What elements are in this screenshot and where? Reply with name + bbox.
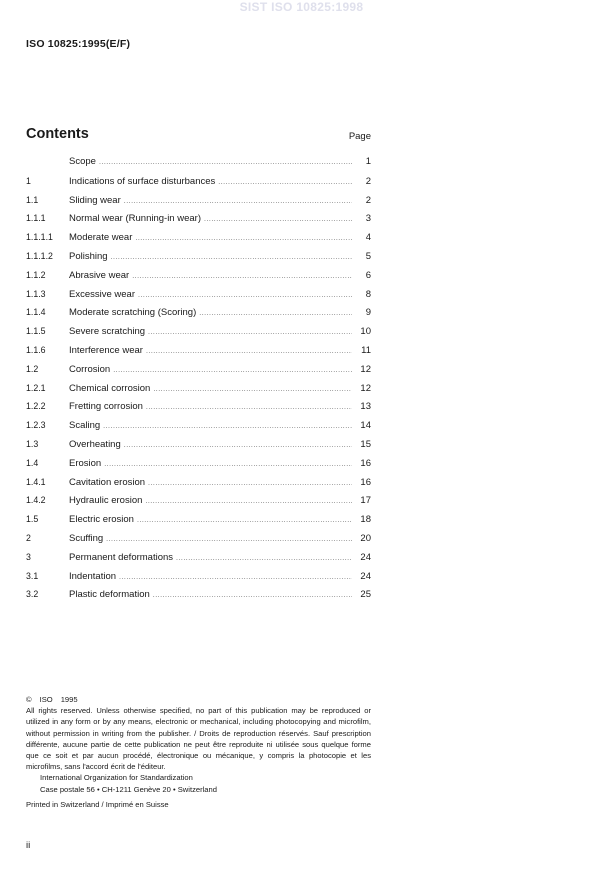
toc-entry[interactable] [26,416,371,435]
toc-entry[interactable] [26,548,371,567]
toc-entry-title: Sliding wear [69,194,121,206]
toc-dot-leader [153,587,352,606]
toc-entry-title: Excessive wear [69,288,135,300]
toc-entry-page: 2 [365,194,371,206]
toc-entry[interactable] [26,473,371,492]
toc-entry[interactable] [26,228,371,247]
toc-entry[interactable] [26,397,371,416]
toc-entry[interactable] [26,567,371,586]
toc-entry-number: 1.2 [26,363,39,374]
toc-entry-page: 9 [365,307,371,319]
toc-entry-page: 25 [360,589,371,601]
toc-entry-number: 1.1.5 [26,326,46,337]
toc-dot-leader [99,154,352,173]
toc-dot-leader [199,305,352,324]
toc-entry[interactable] [26,510,371,529]
toc-entry-title: Erosion [69,457,102,469]
toc-entry[interactable] [26,285,371,304]
toc-entry[interactable] [26,435,371,454]
publisher-postal-address: Case postale 56 • CH-1211 Genève 20 • Switzerland [40,784,217,794]
toc-entry-number: 1.1.1.1 [26,232,53,243]
copyright-year: 1995 [60,695,78,704]
toc-entry[interactable] [26,191,371,210]
toc-entry-page: 16 [360,476,371,488]
toc-entry[interactable] [26,172,371,191]
toc-entry-title: Scaling [69,420,101,432]
toc-entry-page: 11 [361,344,371,356]
toc-entry-page: 15 [360,438,371,450]
toc-entry-page: 17 [360,495,371,507]
toc-entry-title: Indications of surface disturbances [69,175,216,187]
printed-in-note: Printed in Switzerland / Imprimé en Suisse [26,799,169,809]
toc-entry-number: 1.4 [26,457,39,468]
toc-dot-leader [135,230,352,249]
toc-dot-leader [111,249,352,268]
toc-entry-title: Indentation [69,570,117,582]
copyright-line [26,694,371,705]
toc-entry[interactable] [26,322,371,341]
toc-entry-page: 16 [360,457,371,469]
toc-entry[interactable] [26,585,371,604]
toc-entry-page: 10 [360,326,371,338]
toc-entry-number: 1.3 [26,438,39,449]
toc-entry-title: Interference wear [69,344,143,356]
toc-entry-number: 3.2 [26,589,39,600]
toc-entry-page: 3 [365,213,371,225]
toc-entry[interactable] [26,247,371,266]
toc-entry[interactable] [26,153,371,172]
toc-entry[interactable] [26,266,371,285]
toc-entry-number: 1.1 [26,194,39,205]
toc-entry-number: 1 [26,175,31,186]
contents-heading: Contents [26,126,89,142]
toc-entry[interactable] [26,341,371,360]
toc-dot-leader [106,531,352,550]
toc-entry-number: 1.2.2 [26,401,46,412]
toc-entry-title: Hydraulic erosion [69,495,143,507]
publisher-address [40,772,371,794]
toc-dot-leader [104,456,352,475]
toc-entry-page: 20 [360,532,371,544]
toc-entry-title: Overheating [69,438,121,450]
toc-entry-page: 18 [360,514,371,526]
toc-dot-leader [218,174,352,193]
publisher-name: International Organization for Standardization [40,773,193,783]
copyright-symbol: © [26,695,32,704]
toc-entry-number: 3 [26,551,31,562]
toc-entry-title: Scuffing [69,532,104,544]
toc-entry-page: 12 [360,363,371,375]
toc-entry-number: 1.1.1 [26,213,46,224]
toc-entry-number: 1.1.2 [26,269,46,280]
toc-dot-leader [124,437,352,456]
toc-entry-number: 3.1 [26,570,39,581]
toc-entry-title: Moderate wear [69,232,133,244]
toc-entry-title: Cavitation erosion [69,476,146,488]
toc-entry[interactable] [26,360,371,379]
toc-entry-page: 14 [360,420,371,432]
page-column-label: Page [348,131,371,142]
toc-dot-leader [148,475,352,494]
toc-entry-page: 24 [360,551,371,563]
copyright-notice: All rights reserved. Unless otherwise specified, no part of this publication may be reproduced or utilized in any form or by any means, electronic or mechanical, including photocopying and microfilm, without permission in writing from the publisher. / Droits de reproduction réservés. Sauf prescription différente, aucune partie de cette publication ne peut être reproduite ni utilisée sous quelque forme que ce soit et par aucun procédé, électronique ou mécanique, y compris la photocopie et les microfilms, sans l'accord écrit de l'éditeur. [26,706,371,772]
toc-dot-leader [138,287,352,306]
toc-dot-leader [153,381,352,400]
toc-entry-number: 1.1.1.2 [26,250,53,261]
toc-entry-title: Abrasive wear [69,269,130,281]
toc-entry-page: 12 [360,382,371,394]
toc-dot-leader [124,193,352,212]
toc-entry-title: Corrosion [69,363,111,375]
toc-entry[interactable] [26,303,371,322]
toc-entry-number: 1.1.6 [26,344,46,355]
toc-entry-number: 1.2.3 [26,420,46,431]
toc-entry-title: Severe scratching [69,326,146,338]
toc-entry[interactable] [26,529,371,548]
toc-entry-title: Scope [69,156,96,167]
toc-dot-leader [113,362,352,381]
toc-dot-leader [146,399,352,418]
toc-entry-title: Plastic deformation [69,589,150,601]
toc-entry-page: 5 [365,250,371,262]
toc-dot-leader [204,211,352,230]
table-of-contents [26,153,371,604]
copyright-block [26,694,371,810]
toc-entry-page: 24 [360,570,371,582]
toc-entry[interactable] [26,491,371,510]
toc-entry-number: 2 [26,532,31,543]
copyright-org: ISO [39,695,53,704]
toc-entry-title: Normal wear (Running-in wear) [69,213,201,225]
toc-entry-page: 6 [365,269,371,281]
toc-dot-leader [148,324,352,343]
toc-entry-page: 13 [360,401,371,413]
toc-dot-leader [103,418,352,437]
document-id: ISO 10825:1995(E/F) [26,38,131,50]
toc-entry-page: 4 [365,232,371,244]
toc-dot-leader [132,268,352,287]
toc-entry-number: 1.5 [26,514,39,525]
toc-entry-title: Polishing [69,250,108,262]
page-number: ii [26,840,31,851]
toc-entry-title: Electric erosion [69,514,134,526]
watermark: SIST ISO 10825:1998 [239,0,364,14]
toc-entry[interactable] [26,379,371,398]
toc-entry-title: Moderate scratching (Scoring) [69,307,197,319]
toc-entry[interactable] [26,209,371,228]
toc-entry-page: 8 [365,288,371,300]
toc-entry-title: Fretting corrosion [69,401,143,413]
toc-entry-page: 2 [365,175,371,187]
toc-dot-leader [137,512,352,531]
toc-entry-title: Permanent deformations [69,551,174,563]
toc-entry-number: 1.1.3 [26,288,46,299]
toc-entry-number: 1.4.1 [26,476,46,487]
toc-dot-leader [119,569,352,588]
toc-entry[interactable] [26,454,371,473]
toc-dot-leader [176,550,352,569]
toc-entry-page: 1 [365,156,371,167]
toc-dot-leader [146,343,352,362]
toc-entry-number: 1.4.2 [26,495,46,506]
toc-entry-number: 1.2.1 [26,382,46,393]
toc-entry-title: Chemical corrosion [69,382,151,394]
toc-entry-number: 1.1.4 [26,307,46,318]
toc-dot-leader [145,493,352,512]
